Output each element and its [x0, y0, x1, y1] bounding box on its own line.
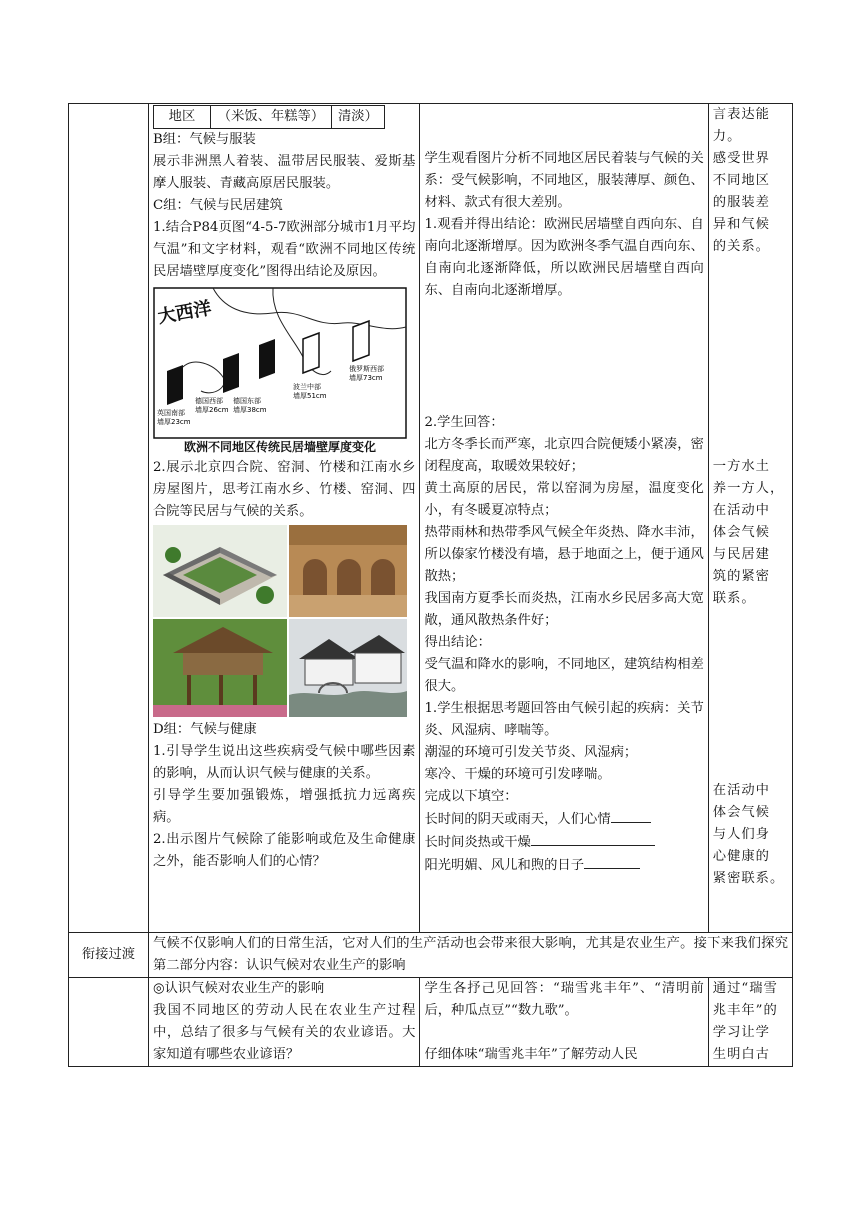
- fill-in-blank[interactable]: [611, 808, 651, 823]
- intent-line: 力。: [712, 129, 742, 144]
- food-mini-table: [153, 105, 385, 129]
- student-activity-cell: [420, 104, 708, 933]
- intent-line: 在活动中: [712, 503, 770, 518]
- fill-in-item: [424, 854, 703, 877]
- agri-student-reflection: 仔细体味“瑞雪兆丰年”了解劳动人民: [424, 1047, 638, 1062]
- intent-line: 一方水土: [712, 459, 770, 474]
- fill-in-item: [424, 831, 703, 854]
- table-row: [69, 978, 793, 1067]
- intent-line: 与人们身: [712, 827, 770, 842]
- student-conclusion-heading: 得出结论：: [424, 635, 491, 650]
- transition-text: 气候不仅影响人们的日常生活，它对人们的生产活动也会带来很大影响，尤其是农业生产。接下来我们探究第二部分内容：认识气候对农业生产的影响: [148, 933, 792, 978]
- jiangnan-house-photo: [289, 619, 407, 717]
- map-label-pl: 波兰中部: [292, 383, 321, 391]
- group-d-task-2: 2.出示图片气候除了能影响或危及生命健康之外，能否影响人们的心情？: [152, 832, 416, 869]
- intent-line: 通过“瑞雪: [712, 981, 778, 996]
- student-answer-line: 热带雨林和热带季风气候全年炎热、降水丰沛，所以傣家竹楼没有墙，悬于地面之上，便于通风散热；: [424, 525, 704, 584]
- intent-line: 的服装差: [712, 195, 770, 210]
- mini-cell: 地区: [153, 106, 210, 129]
- intent-line: 感受世界: [712, 151, 770, 166]
- student-disease-line: 潮湿的环境可引发关节炎、风湿病；: [424, 745, 638, 760]
- fill-in-item: [424, 808, 703, 831]
- intent-line: 言表达能: [712, 107, 770, 122]
- europe-wall-thickness-map: [153, 287, 407, 455]
- dwelling-photos: [153, 525, 416, 717]
- map-label-pl-thickness: 墙厚51cm: [292, 392, 327, 400]
- intent-line: 异和气候: [712, 217, 770, 232]
- group-d-guide: 引导学生要加强锻炼，增强抵抗力远离疾病。: [152, 788, 416, 825]
- group-b-heading: B组：气候与服装: [152, 132, 256, 147]
- intent-line: 联系。: [712, 591, 756, 606]
- map-label-uk-thickness: 墙厚23cm: [156, 418, 191, 426]
- table-row: [69, 933, 793, 978]
- student-disease-answer: 1.学生根据思考题回答由气候引起的疾病：关节炎、风湿病、哮喘等。: [424, 701, 704, 738]
- group-d-heading: D组：气候与健康: [152, 722, 257, 737]
- fill-in-text: 阳光明媚、风儿和煦的日子: [424, 858, 585, 873]
- intent-line: 体会气候: [712, 525, 770, 540]
- map-label-de-east: 德国东部: [232, 397, 261, 405]
- group-c-heading: C组：气候与民居建筑: [152, 198, 283, 213]
- lesson-plan-table: [68, 103, 793, 1067]
- group-d-task-1: 1.引导学生说出这些疾病受气候中哪些因素的影响，从而认识气候与健康的关系。: [152, 744, 416, 781]
- fill-in-text: 长时间的阴天或雨天，人们心情: [424, 812, 611, 827]
- map-label-de-west-thickness: 墙厚26cm: [194, 406, 229, 414]
- map-label-de-west: 德国西部: [194, 397, 223, 405]
- intent-line: 体会气候: [712, 805, 770, 820]
- teacher-activity-cell: [148, 104, 420, 933]
- design-intent-cell: [708, 104, 792, 933]
- student-answer-line: 黄土高原的居民，常以窑洞为房屋，温度变化小，有冬暖夏凉特点；: [424, 481, 704, 518]
- zhulou-photo: [153, 619, 287, 717]
- agri-student-answer: 学生各抒己见回答：“瑞雪兆丰年”、“清明前后，种瓜点豆”“数九歌”。: [424, 981, 704, 1018]
- group-c-task-2: 2.展示北京四合院、窑洞、竹楼和江南水乡房屋图片，思考江南水乡、竹楼、窑洞、四合院等民居与气候的关系。: [152, 460, 416, 519]
- student-disease-line: 寒冷、干燥的环境可引发哮喘。: [424, 767, 611, 782]
- student-activity-cell: [420, 978, 708, 1067]
- intent-line: 学习让学: [712, 1025, 770, 1040]
- group-b-text: 展示非洲黑人着装、温带居民服装、爱斯基摩人服装、青藏高原居民服装。: [152, 154, 416, 191]
- fill-in-blank[interactable]: [584, 854, 640, 869]
- intent-line: 不同地区: [712, 173, 770, 188]
- map-label-ru: 俄罗斯西部: [348, 365, 384, 373]
- table-row: [69, 104, 793, 933]
- intent-line: 生明白古: [712, 1047, 770, 1062]
- design-intent-cell: [708, 978, 792, 1067]
- fill-in-blank[interactable]: [531, 831, 655, 846]
- stage-cell-empty: [69, 104, 149, 933]
- map-label-uk: 英国南部: [156, 409, 185, 417]
- agri-question: 我国不同地区的劳动人民在农业生产过程中，总结了很多与气候有关的农业谚语。大家知道有哪些农业谚语？: [152, 1003, 416, 1062]
- map-sea-label: 大西洋: [156, 297, 214, 328]
- siheyuan-photo: [153, 525, 287, 617]
- mini-cell: （米饭、年糕等）: [210, 106, 331, 129]
- map-caption: 欧洲不同地区传统民居墙壁厚度变化: [183, 440, 376, 454]
- intent-line: 筑的紧密: [712, 569, 770, 584]
- group-c-task: 1.结合P84页图“4-5-7欧洲部分城市1月平均气温”和文字材料，观看“欧洲不同地区传统民居墙壁厚度变化”图得出结论及原因。: [152, 220, 416, 279]
- fill-in-text: 长时间炎热或干燥: [424, 835, 531, 850]
- teacher-activity-cell: [148, 978, 420, 1067]
- student-answer-line: 我国南方夏季长而炎热，江南水乡民居多高大宽敞，通风散热条件好；: [424, 591, 704, 628]
- transition-label: 衔接过渡: [69, 933, 149, 978]
- intent-line: 养一方人，: [712, 481, 785, 496]
- map-label-de-east-thickness: 墙厚38cm: [232, 406, 267, 414]
- fill-in-heading: 完成以下填空：: [424, 789, 518, 804]
- intent-line: 紧密联系。: [712, 871, 785, 886]
- student-conclusion: 受气温和降水的影响，不同地区，建筑结构相差很大。: [424, 657, 704, 694]
- student-answer-line: 北方冬季长而严寒，北京四合院便矮小紧凑，密闭程度高，取暖效果较好；: [424, 437, 704, 474]
- agri-heading: ◎认识气候对农业生产的影响: [152, 981, 325, 996]
- intent-line: 与民居建: [712, 547, 770, 562]
- mini-cell: 清淡）: [331, 106, 384, 129]
- map-label-ru-thickness: 墙厚73cm: [348, 374, 383, 382]
- yaodong-photo: [289, 525, 407, 617]
- student-clothing-answer: 学生观看图片分析不同地区居民着装与气候的关系：受气候影响，不同地区，服装薄厚、颜色、材料、款式有很大差别。: [424, 151, 704, 210]
- intent-line: 的关系。: [712, 239, 770, 254]
- student-wall-answer: 1.观看并得出结论：欧洲民居墙壁自西向东、自南向北逐渐增厚。因为欧洲冬季气温自西向东、自南向北逐渐降低，所以欧洲民居墙壁自西向东、自南向北逐渐增厚。: [424, 217, 704, 298]
- intent-line: 心健康的: [712, 849, 770, 864]
- student-answer-heading: 2.学生回答：: [424, 415, 504, 430]
- intent-line: 兆丰年”的: [712, 1003, 778, 1018]
- intent-line: 在活动中: [712, 783, 770, 798]
- stage-cell-empty: [69, 978, 149, 1067]
